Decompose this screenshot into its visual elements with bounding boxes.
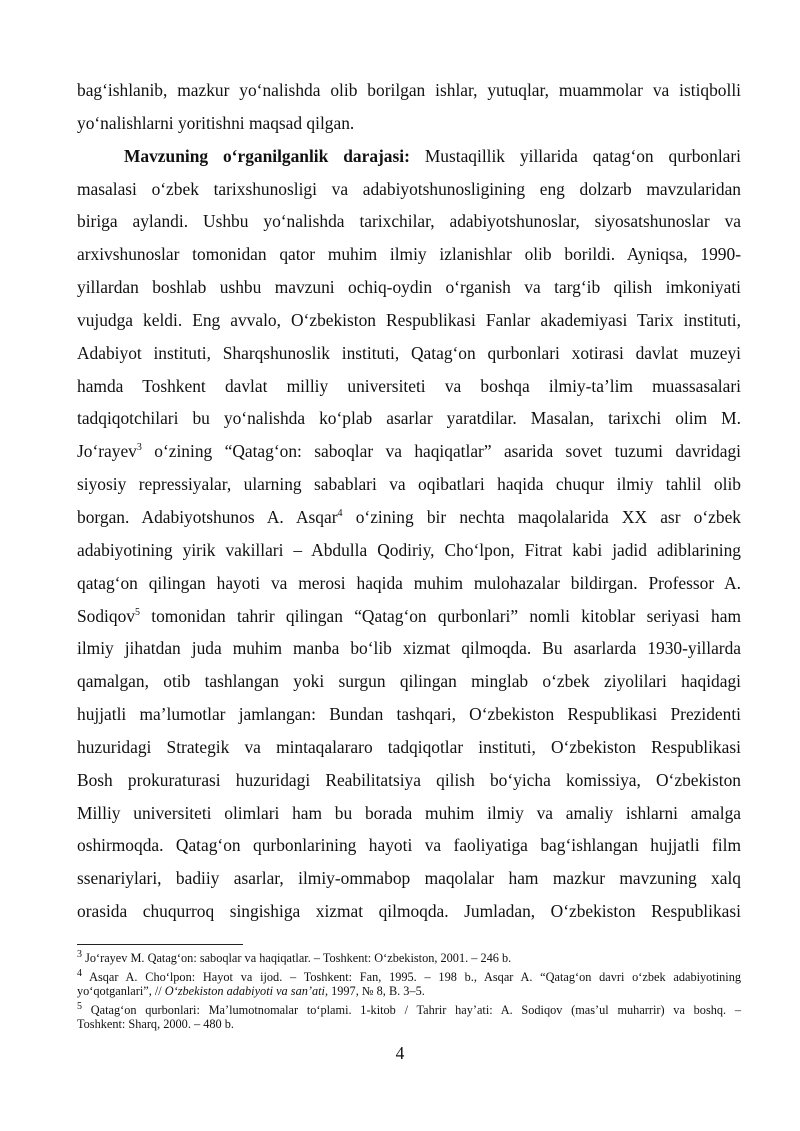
text-line: ilmiy jihatdan juda muhim manba bo‘lib xizmat qilmoqda. Bu asarlarda 1930-yillarda	[77, 638, 741, 659]
text-line: Bosh prokuraturasi huzuridagi Reabilitatsiya qilish bo‘yicha komissiya, O‘zbekiston	[77, 769, 741, 790]
footnote-3	[77, 948, 741, 966]
text-line	[77, 435, 741, 468]
body-text	[77, 74, 741, 928]
text-line: tadqiqotchilari bu yo‘nalishda ko‘plab asarlar yaratdilar. Masalan, tarixchi olim M.	[77, 408, 741, 429]
footnote-text: Qatag‘on qurbonlari: Ma’lumotnomalar to‘plami. 1-kitob / Tahrir hay’ati: A. Sodiqov (mas’ul muharrir) va boshq. –	[90, 1002, 741, 1017]
text-fragment: tomonidan tahrir qilingan “Qatag‘on qurbonlari” nomli kitoblar seriyasi ham	[151, 605, 741, 626]
text-line: adabiyotining yirik vakillari – Abdulla Qodiriy, Cho‘lpon, Fitrat kabi jadid adiblarining	[77, 539, 741, 560]
text-line: vujudga keldi. Eng avvalo, O‘zbekiston Respublikasi Fanlar akademiyasi Tarix instituti,	[77, 309, 741, 330]
text-line: biriga aylandi. Ushbu yo‘nalishda tarixchilar, adabiyotshunoslar, siyosatshunoslar va	[77, 211, 741, 232]
text-line	[77, 501, 741, 534]
text-line: qatag‘on qilingan hayoti va merosi haqida muhim mulohazalar bildirgan. Professor A.	[77, 572, 741, 593]
footnote-ref-5[interactable]: 5	[134, 606, 140, 618]
footnote-text: Asqar A. Cho‘lpon: Hayot va ijod. – Toshkent: Fan, 1995. – 198 b., Asqar A. “Qatag‘on davri o‘zbek adabiyotining	[89, 969, 741, 984]
text-line: bag‘ishlanib, mazkur yo‘nalishda olib borilgan ishlar, yutuqlar, muammolar va istiqbolli	[77, 80, 741, 100]
text-fragment: borgan. Adabiyotshunos A. Asqar	[77, 506, 338, 527]
text-line: masalasi o‘zbek tarixshunosligi va adabiyotshunosligining eng dolzarb mavzularidan	[77, 178, 741, 199]
page-number: 4	[395, 1043, 405, 1063]
footnote-number: 5	[77, 1000, 82, 1012]
text-line: Milliy universiteti olimlari ham bu borada muhim ilmiy va amaliy ishlarni amalga	[77, 802, 741, 823]
text-line: oshirmoqda. Qatag‘on qurbonlarining hayoti va faoliyatiga bag‘ishlangan hujjatli film	[77, 835, 741, 856]
text-fragment: Mustaqillik yillarida qatag‘on qurbonlari	[424, 145, 741, 166]
text-line: orasida chuqurroq singishiga xizmat qilmoqda. Jumladan, O‘zbekiston Respublikasi	[77, 901, 741, 922]
footnote-text: , 1997, № 8, B. 3–5.	[324, 984, 425, 999]
footnote-ref-3[interactable]: 3	[136, 442, 142, 454]
footnote-text: Jo‘rayev M. Qatag‘on: saboqlar va haqiqatlar. – Toshkent: O‘zbekiston, 2001. – 246 b.	[85, 951, 512, 965]
text-line: yillardan boshlab ushbu mavzuni ochiq-oydin o‘rganish va targ‘ib qilish imkoniyati	[77, 277, 741, 298]
footnotes	[77, 948, 741, 1036]
text-line: qamalgan, otib tashlangan yoki surgun qilingan minglab o‘zbek ziyolilari haqidagi	[77, 671, 741, 692]
journal-title: O‘zbekiston adabiyoti va san’ati	[164, 984, 325, 999]
footnote-number: 4	[77, 967, 82, 979]
footnote-4	[77, 967, 741, 999]
text-line	[77, 600, 741, 633]
text-line: huzuridagi Strategik va mintaqalararo tadqiqotlar instituti, O‘zbekiston Respublikasi	[77, 736, 741, 757]
footnote-text: yo‘qotganlari”, //	[77, 984, 162, 999]
text-line: Adabiyot instituti, Sharqshunoslik instituti, Qatag‘on qurbonlari xotirasi davlat muzeyi	[77, 342, 741, 363]
text-line: siyosiy repressiyalar, ularning sabablari va oqibatlari haqida chuqur ilmiy tahlil olib	[77, 474, 741, 495]
section-paragraph-start	[77, 140, 741, 173]
text-fragment: o‘zining “Qatag‘on: saboqlar va haqiqatlar” asarida sovet tuzumi davridagi	[154, 441, 741, 462]
footnote-number: 3	[77, 948, 82, 960]
footnote-ref-4[interactable]: 4	[337, 508, 343, 520]
text-line: hamda Toshkent davlat milliy universiteti va boshqa ilmiy-ta’lim muassasalari	[77, 375, 741, 396]
footnote-5	[77, 1000, 741, 1032]
text-line: ssenariylari, badiiy asarlar, ilmiy-ommabop maqolalar ham mazkur mavzuning xalq	[77, 868, 741, 889]
author-name: Sodiqov	[77, 605, 135, 626]
text-line: yo‘nalishlarni yoritishni maqsad qilgan.	[77, 112, 355, 133]
author-name: Jo‘rayev	[77, 441, 137, 462]
text-fragment: o‘zining bir nechta maqolalarida XX asr o‘zbek	[355, 506, 741, 527]
text-line: hujjatli ma’lumotlar jamlangan: Bundan tashqari, O‘zbekiston Respublikasi Prezidenti	[77, 704, 741, 725]
text-line: arxivshunoslar tomonidan qator muhim ilmiy izlanishlar olib borildi. Ayniqsa, 1990-	[77, 244, 741, 265]
footnote-divider	[77, 944, 243, 945]
section-heading: Mavzuning o‘rganilganlik darajasi:	[124, 145, 410, 166]
footnote-text: Toshkent: Sharq, 2000. – 480 b.	[77, 1017, 234, 1032]
